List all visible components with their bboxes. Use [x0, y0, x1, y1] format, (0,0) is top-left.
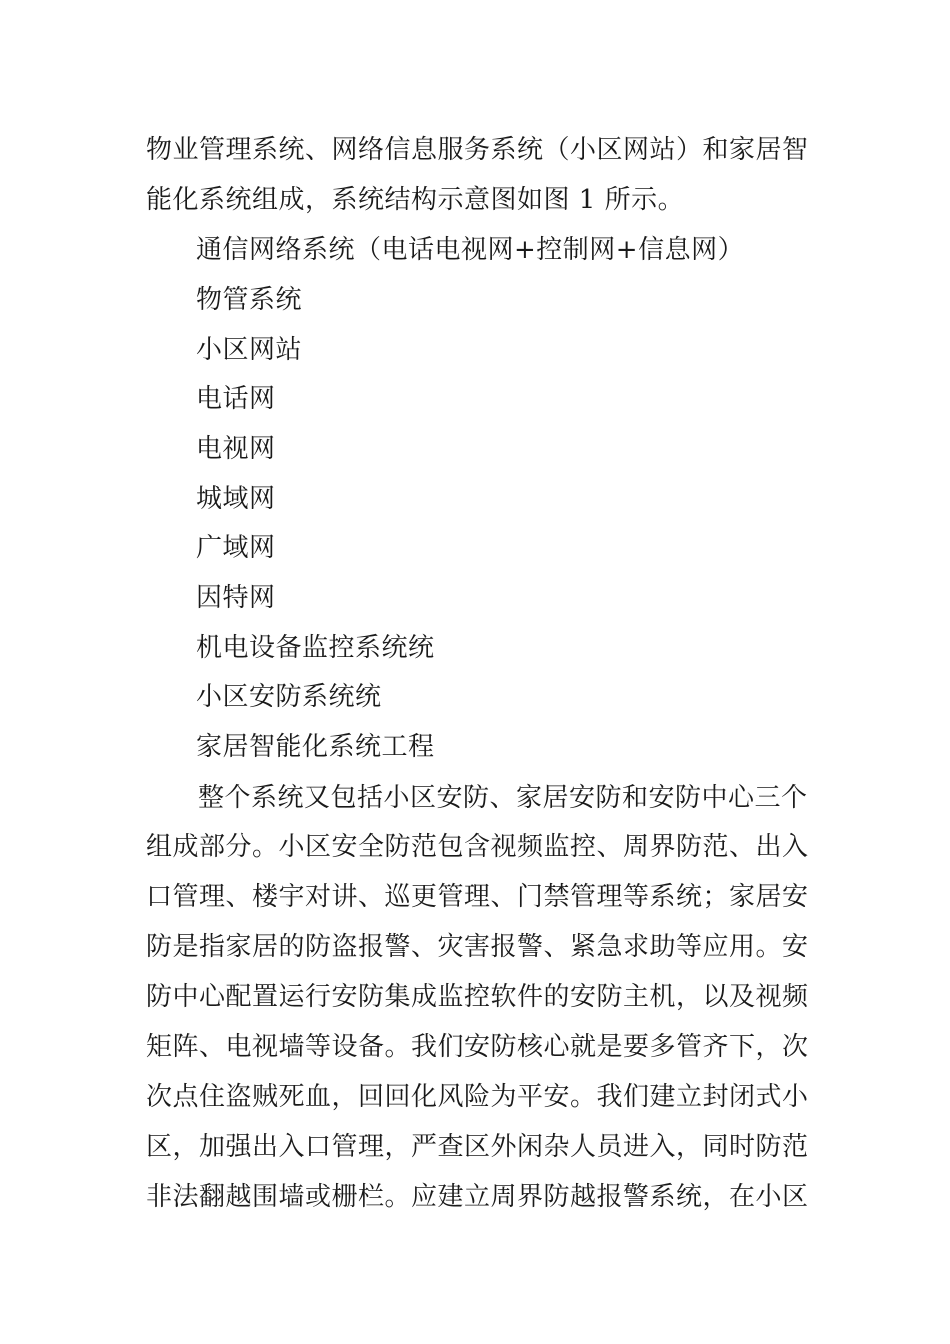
intro-line: 能化系统组成，系统结构示意图如图 1 所示。: [146, 185, 685, 215]
diagram-item: 城域网: [196, 484, 276, 514]
paragraph-line: 矩阵、电视墙等设备。我们安防核心就是要多管齐下，次: [146, 1032, 809, 1062]
paragraph-line: 防中心配置运行安防集成监控软件的安防主机，以及视频: [146, 982, 809, 1012]
paragraph-line: 防是指家居的防盗报警、灾害报警、紧急求助等应用。安: [146, 932, 809, 962]
diagram-item: 小区安防系统统: [196, 682, 382, 712]
diagram-item: 因特网: [196, 583, 276, 613]
paragraph-line: 组成部分。小区安全防范包含视频监控、周界防范、出入: [146, 832, 809, 862]
diagram-item: 物管系统: [196, 285, 303, 315]
paragraph-line: 整个系统又包括小区安防、家居安防和安防中心三个: [198, 783, 808, 813]
diagram-item: 通信网络系统（电话电视网+控制网+信息网）: [196, 235, 745, 265]
diagram-item: 电视网: [196, 434, 276, 464]
paragraph-line: 次点住盗贼死血，回回化风险为平安。我们建立封闭式小: [146, 1082, 809, 1112]
diagram-item: 机电设备监控系统统: [196, 633, 435, 663]
paragraph-line: 非法翻越围墙或栅栏。应建立周界防越报警系统，在小区: [146, 1182, 809, 1212]
intro-line: 物业管理系统、网络信息服务系统（小区网站）和家居智: [146, 135, 809, 165]
diagram-item: 家居智能化系统工程: [196, 732, 435, 762]
diagram-item: 小区网站: [196, 335, 303, 365]
paragraph-line: 区，加强出入口管理，严查区外闲杂人员进入，同时防范: [146, 1132, 809, 1162]
paragraph-line: 口管理、楼宇对讲、巡更管理、门禁管理等系统；家居安: [146, 882, 809, 912]
diagram-item: 电话网: [196, 384, 276, 414]
diagram-item: 广域网: [196, 533, 276, 563]
